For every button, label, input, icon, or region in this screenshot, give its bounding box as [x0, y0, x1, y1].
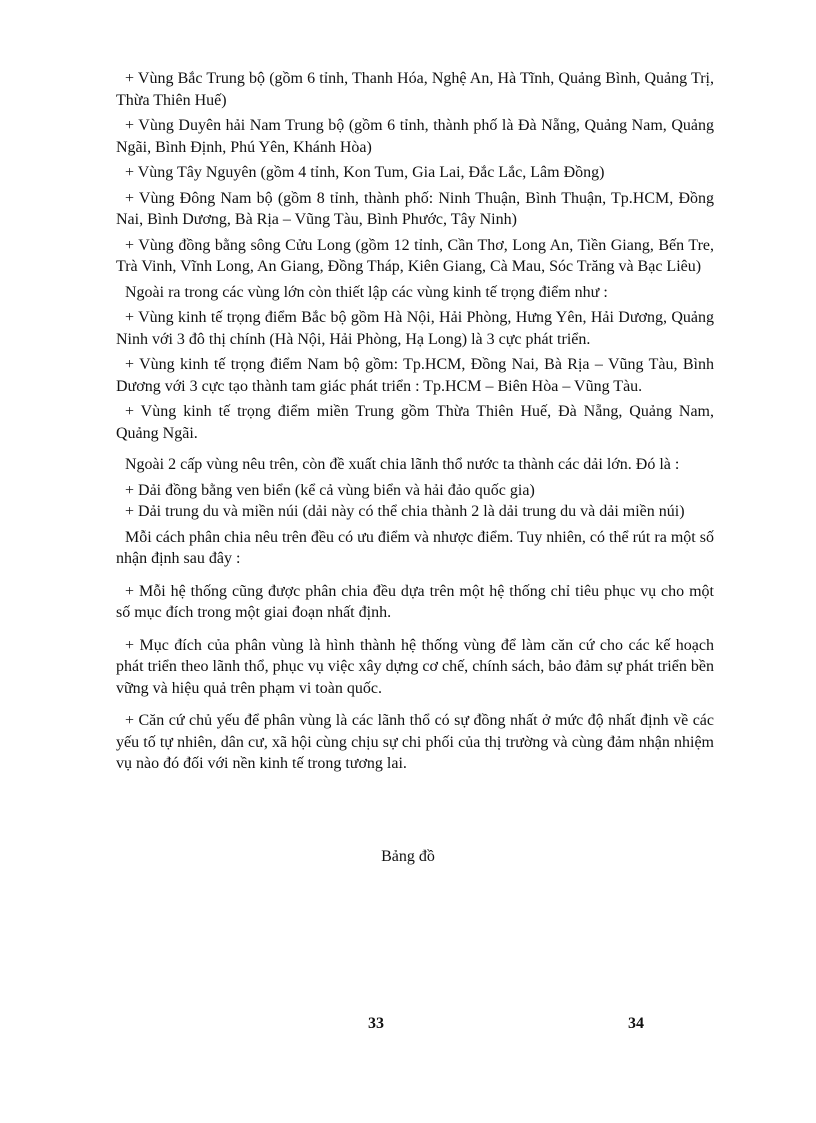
paragraph-dai-trung-du: + Dải trung du và miền núi (dải này có thể chia thành 2 là dải trung du và dải miền núi)	[125, 503, 685, 520]
paragraph-nhan-dinh-1: + Mỗi hệ thống cũng được phân chia đều dựa trên một hệ thống chỉ tiêu phục vụ cho một số mục đích trong một giai đoạn nhất định.	[116, 582, 714, 621]
page-number-left: 33	[368, 1015, 384, 1032]
paragraph-dai-lon-intro: Ngoài 2 cấp vùng nêu trên, còn đề xuất chia lãnh thổ nước ta thành các dải lớn. Đó là :	[125, 456, 680, 473]
paragraph-nhan-dinh-2: + Mục đích của phân vùng là hình thành hệ thống vùng để làm căn cứ cho các kế hoạch phát triển theo lãnh thổ, phục vụ việc xây dựng cơ chế, chính sách, bảo đảm sự phát triển bền vững và hiệu quả trên phạm vi toàn quốc.	[116, 636, 714, 697]
paragraph-vktt-bac-bo: + Vùng kinh tế trọng điểm Bắc bộ gồm Hà Nội, Hải Phòng, Hưng Yên, Hải Dương, Quảng Ninh với 3 đô thị chính (Hà Nội, Hải Phòng, Hạ Long) là 3 cực phát triển.	[116, 309, 714, 348]
paragraph-vung-kinh-te-intro: Ngoài ra trong các vùng lớn còn thiết lập các vùng kinh tế trọng điểm như :	[125, 283, 608, 301]
paragraph-nhan-dinh-intro: Mỗi cách phân chia nêu trên đều có ưu điểm và nhược điểm. Tuy nhiên, có thể rút ra một số nhận định sau đây :	[116, 528, 714, 567]
paragraph-dong-nam-bo: + Vùng Đông Nam bộ (gồm 8 tỉnh, thành phố: Ninh Thuận, Bình Thuận, Tp.HCM, Đồng Nai, Bình Dương, Bà Rịa – Vũng Tàu, Bình Phước, Tây Ninh)	[116, 189, 714, 228]
figure-caption: Bảng đồ	[381, 848, 435, 865]
document-body	[116, 68, 714, 775]
paragraph-duyen-hai-nam-trung-bo: + Vùng Duyên hải Nam Trung bộ (gồm 6 tỉnh, thành phố là Đà Nẵng, Quảng Nam, Quảng Ngãi, Bình Định, Phú Yên, Khánh Hòa)	[116, 117, 714, 156]
paragraph-dbscl: + Vùng đồng bằng sông Cửu Long (gồm 12 tỉnh, Cần Thơ, Long An, Tiền Giang, Bến Tre, Trà Vinh, Vĩnh Long, An Giang, Đồng Tháp, Kiên Giang, Cà Mau, Sóc Trăng và Bạc Liêu)	[116, 236, 714, 275]
paragraph-tay-nguyen: + Vùng Tây Nguyên (gồm 4 tỉnh, Kon Tum, Gia Lai, Đắc Lắc, Lâm Đồng)	[125, 164, 605, 181]
paragraph-bac-trung-bo: + Vùng Bắc Trung bộ (gồm 6 tỉnh, Thanh Hóa, Nghệ An, Hà Tĩnh, Quảng Bình, Quảng Trị, Thừa Thiên Huế)	[116, 70, 714, 109]
paragraph-dai-dong-bang: + Dải đồng bằng ven biển (kể cả vùng biển và hải đảo quốc gia)	[125, 481, 535, 499]
paragraph-vktt-nam-bo: + Vùng kinh tế trọng điểm Nam bộ gồm: Tp.HCM, Đồng Nai, Bà Rịa – Vũng Tàu, Bình Dương với 3 cực tạo thành tam giác phát triển : Tp.HCM – Biên Hòa – Vũng Tàu.	[116, 356, 714, 395]
paragraph-vktt-mien-trung: + Vùng kinh tế trọng điểm miền Trung gồm Thừa Thiên Huế, Đà Nẵng, Quảng Nam, Quảng Ngãi.	[116, 403, 714, 442]
paragraph-nhan-dinh-3: + Căn cứ chủ yếu để phân vùng là các lãnh thổ có sự đồng nhất ở mức độ nhất định về các yếu tố tự nhiên, dân cư, xã hội cùng chịu sự chi phối của thị trường và cùng đảm nhận nhiệm vụ nào đó đối với nền kinh tế trong tương lai.	[116, 712, 714, 772]
page-number-right: 34	[628, 1015, 644, 1032]
